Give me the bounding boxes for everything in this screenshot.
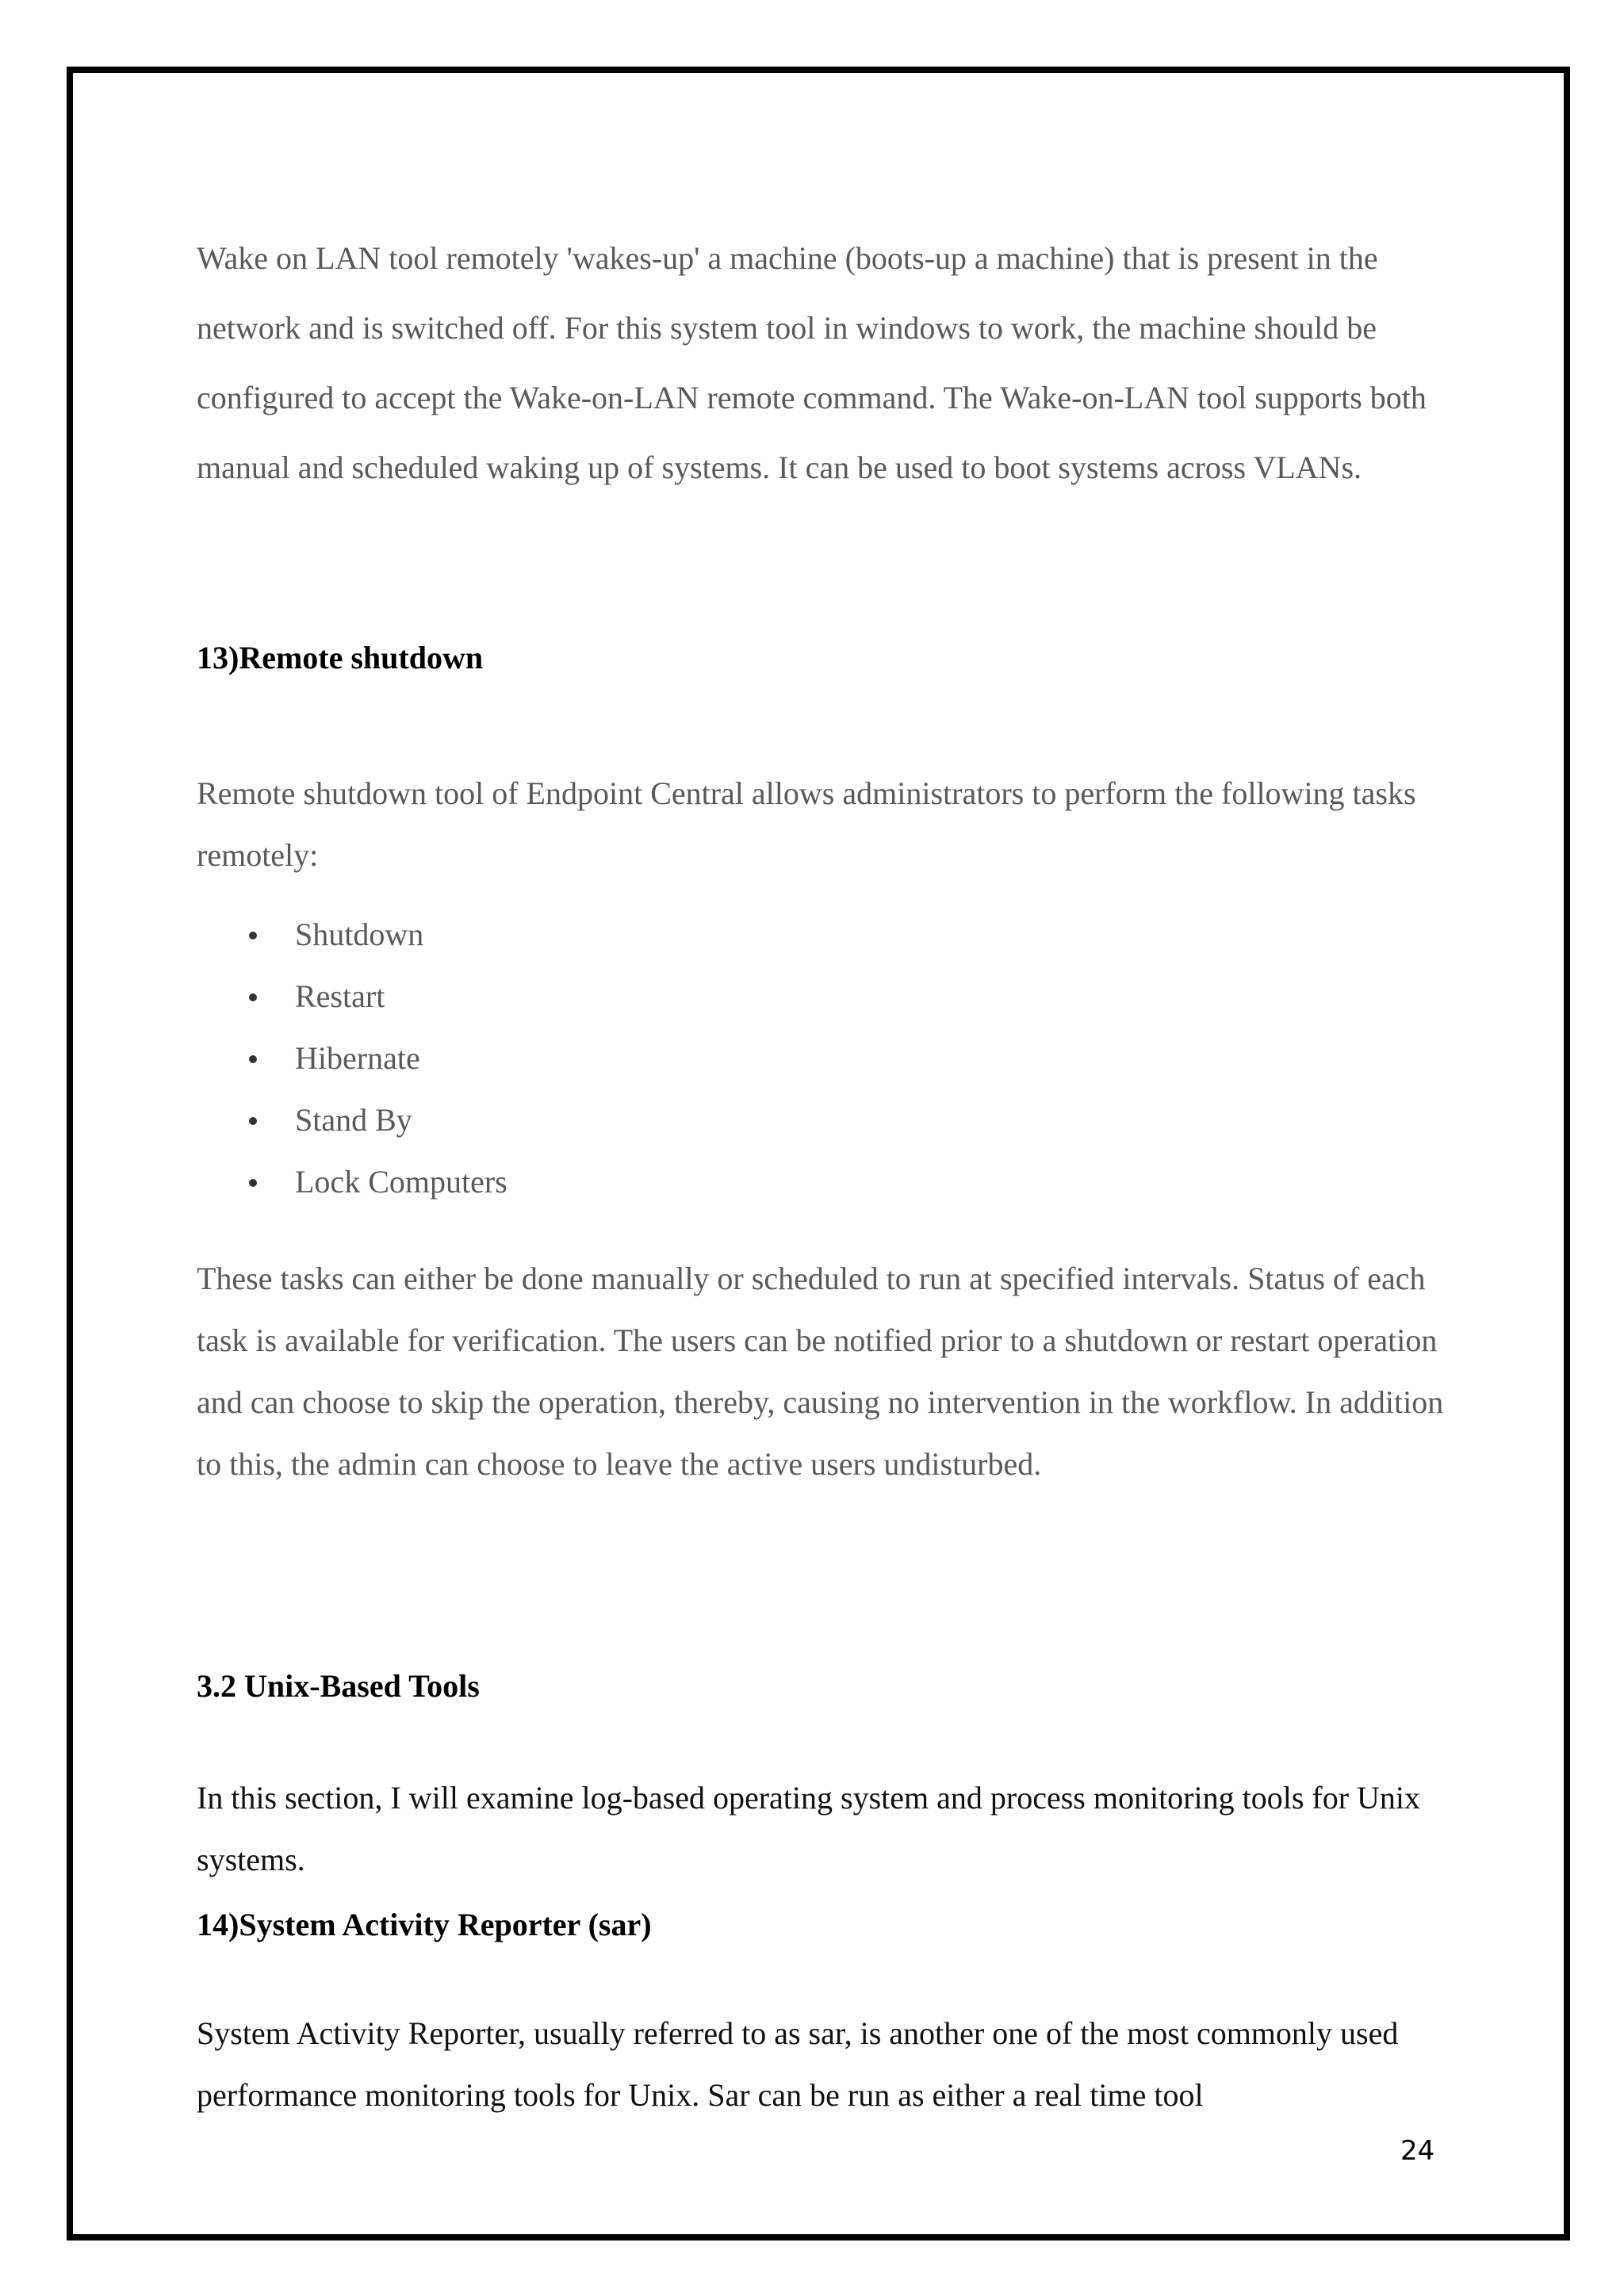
- bullet-icon: [249, 993, 257, 1001]
- list-item-label: Hibernate: [295, 1040, 420, 1076]
- heading-unix-based-tools: 3.2 Unix-Based Tools: [197, 1668, 480, 1704]
- paragraph-unix: In this section, I will examine log-based operating system and process monitoring tools for Unix systems.: [197, 1780, 1421, 1877]
- page-number: 24: [1400, 2135, 1435, 2167]
- bullet-icon: [249, 1179, 257, 1187]
- bullet-icon: [249, 1117, 257, 1125]
- heading-remote-shutdown: 13)Remote shutdown: [197, 640, 484, 675]
- paragraph-remote-shutdown: Remote shutdown tool of Endpoint Central allows administrators to perform the following tasks remotely:: [197, 775, 1416, 873]
- bullet-icon: [249, 1055, 257, 1063]
- list-item: [197, 904, 508, 966]
- list-item-label: Shutdown: [295, 916, 424, 952]
- paragraph-wake-on-lan: Wake on LAN tool remotely 'wakes-up' a machine (boots-up a machine) that is present in the network and is switched off. For this system tool in windows to work, the machine should be configured to accept the Wake-on-LAN remote command. The Wake-on-LAN tool supports both manual and scheduled waking up of systems. It can be used to boot systems across VLANs.: [197, 240, 1427, 485]
- paragraph-sar: System Activity Reporter, usually referred to as sar, is another one of the most commonly used performance monitoring tools for Unix. Sar can be run as either a real time tool: [197, 2015, 1399, 2113]
- list-item-label: Stand By: [295, 1102, 412, 1138]
- task-list: [197, 904, 508, 1213]
- list-item-label: Lock Computers: [295, 1164, 508, 1200]
- heading-sar: 14)System Activity Reporter (sar): [197, 1907, 652, 1942]
- list-item: [197, 966, 508, 1027]
- paragraph-tasks: These tasks can either be done manually or scheduled to run at specified intervals. Status of each task is available for verification. The users can be notified prior to a shutdown or restart operation and can choose to skip the operation, thereby, causing no intervention in the workflow. In addition to this, the admin can choose to leave the active users undisturbed.: [197, 1261, 1444, 1482]
- list-item-label: Restart: [295, 978, 385, 1014]
- list-item: [197, 1151, 508, 1213]
- list-item: [197, 1027, 508, 1089]
- list-item: [197, 1089, 508, 1151]
- bullet-icon: [249, 932, 257, 939]
